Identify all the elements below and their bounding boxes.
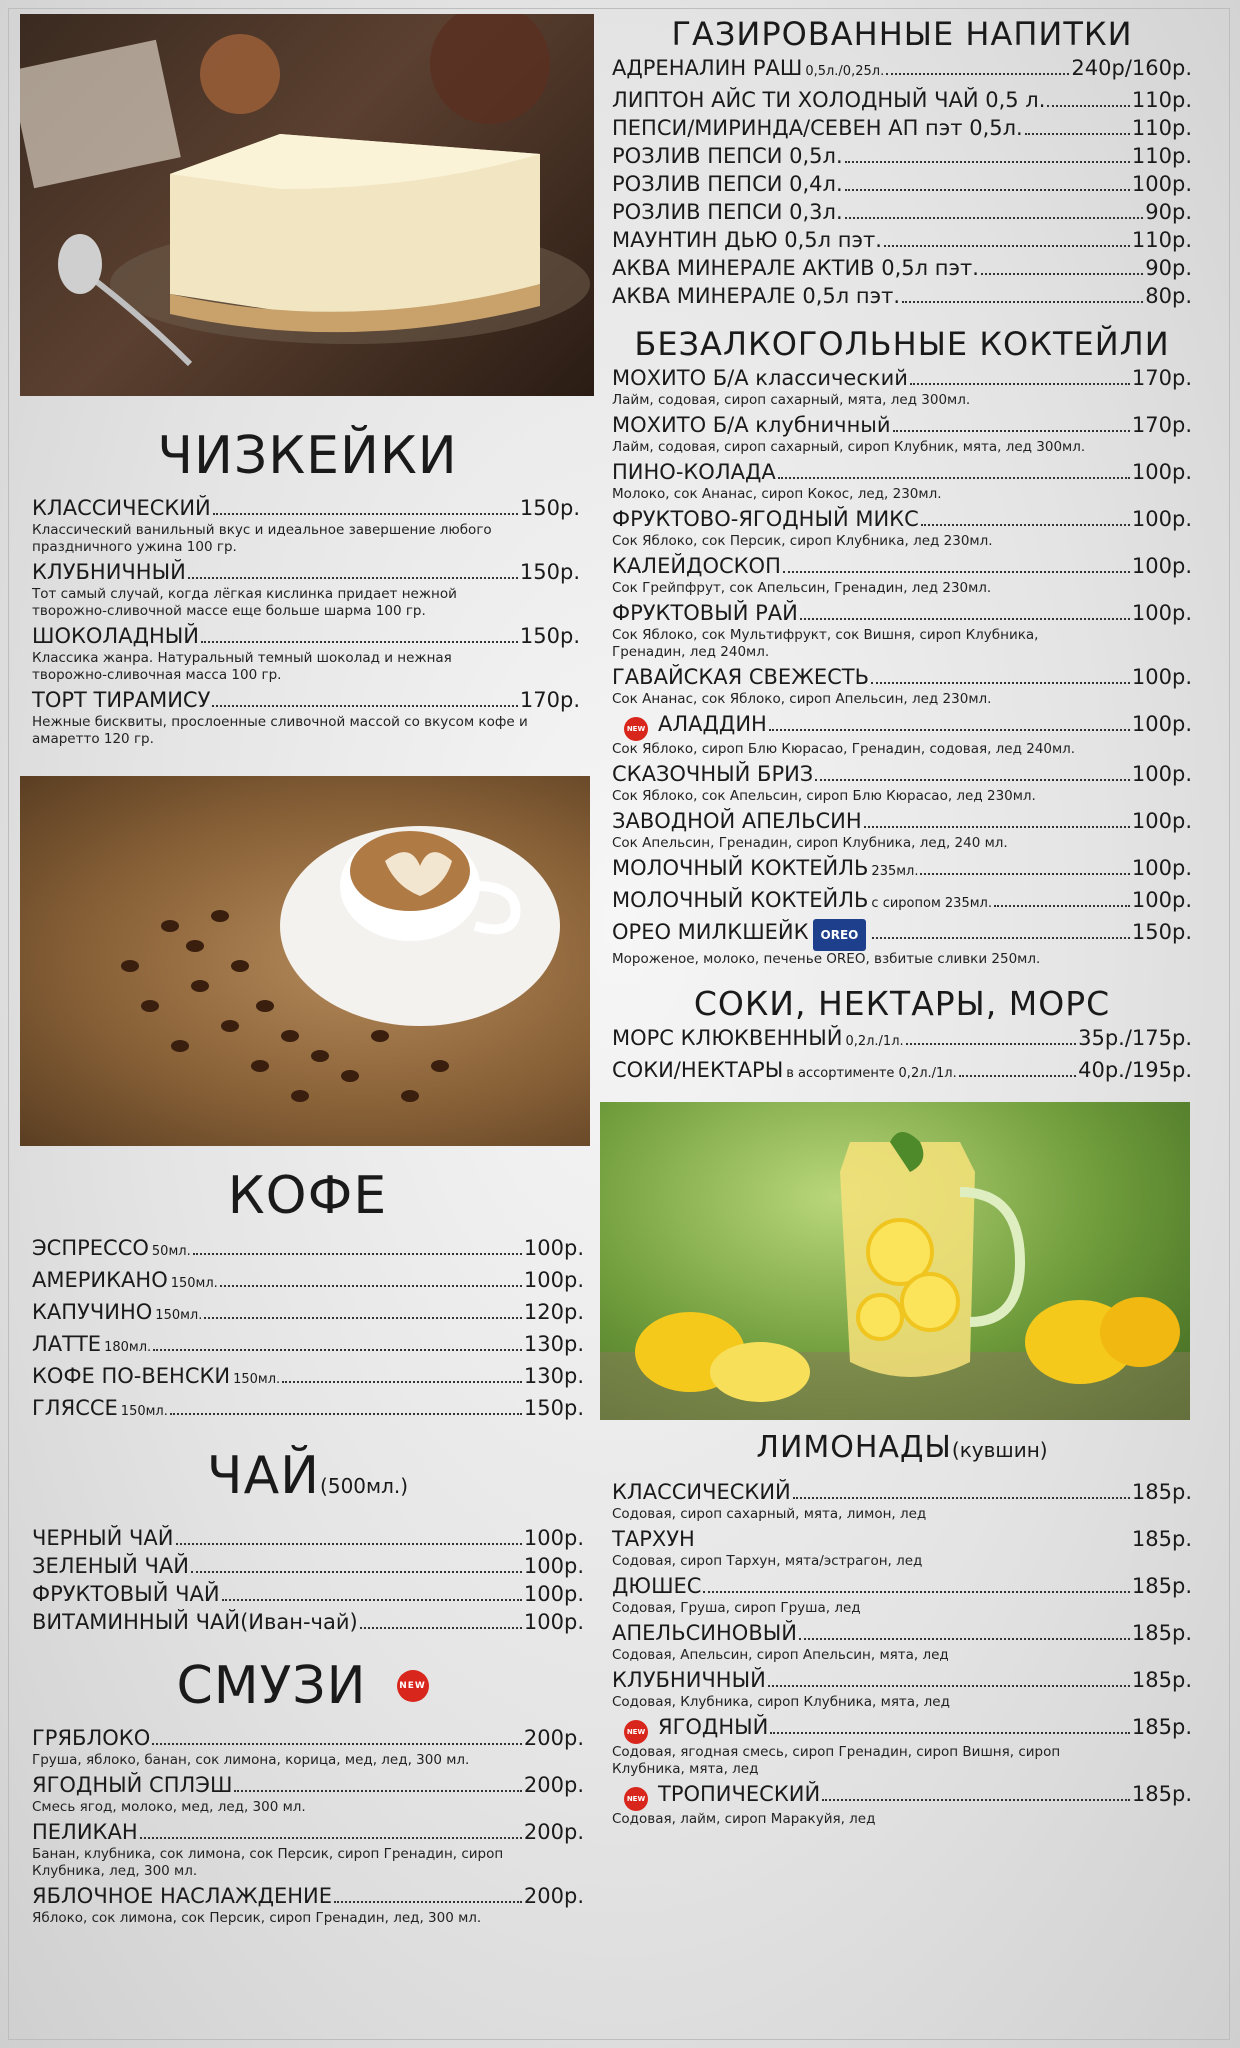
smoothies-list — [20, 1724, 584, 1927]
item-description: Сок Яблоко, сироп Блю Кюрасао, Гренадин, содовая, лед 240мл. — [612, 741, 1076, 757]
item-description: Молоко, сок Ананас, сироп Кокос, лед, 230мл. — [612, 486, 942, 502]
menu-item: ЗЕЛЕНЫЙ ЧАЙ 100р. — [32, 1554, 584, 1578]
menu-item: АМЕРИКАНО 150мл. 100р. — [32, 1268, 584, 1292]
right-column — [612, 14, 1192, 1830]
item-description: Банан, клубника, сок лимона, сок Персик, сироп Гренадин, сироп Клубника, лед, 300 мл. — [32, 1846, 504, 1879]
menu-item: NEW ТРОПИЧЕСКИЙ 185р. — [612, 1780, 1192, 1811]
item-description: Содовая, Груша, сироп Груша, лед — [612, 1600, 861, 1616]
item-description: Сок Апельсин, Гренадин, сироп Клубника, лед, 240 мл. — [612, 835, 1008, 851]
menu-item: ФРУКТОВЫЙ РАЙ 100р. — [612, 601, 1192, 625]
menu-item: АПЕЛЬСИНОВЫЙ 185р. — [612, 1621, 1192, 1645]
juices-list — [612, 1024, 1192, 1088]
item-description: Сок Ананас, сок Яблоко, сироп Апельсин, лед 230мл. — [612, 691, 992, 707]
juices-title: СОКИ, НЕКТАРЫ, МОРС — [693, 984, 1111, 1023]
lemonades-list — [612, 1478, 1192, 1828]
item-description: Содовая, сироп Тархун, мята/эстрагон, лед — [612, 1553, 923, 1569]
menu-item: ФРУКТОВЫЙ ЧАЙ 100р. — [32, 1582, 584, 1606]
item-description: Тот самый случай, когда лёгкая кислинка придает нежной творожно-сливочной массе еще больше шарма 100 гр. — [32, 586, 457, 619]
menu-item: МОХИТО Б/А классический 170р. — [612, 366, 1192, 390]
item-description: Смесь ягод, молоко, мед, лед, 300 мл. — [32, 1799, 306, 1815]
menu-item: ЯБЛОЧНОЕ НАСЛАЖДЕНИЕ 200р. — [32, 1884, 584, 1908]
lemonade-photo — [600, 1102, 1190, 1420]
menu-item: РОЗЛИВ ПЕПСИ 0,3л. 90р. — [612, 200, 1192, 224]
item-description: Яблоко, сок лимона, сок Персик, сироп Гренадин, лед, 300 мл. — [32, 1910, 482, 1926]
smoothies-title: СМУЗИ NEW — [20, 1656, 595, 1716]
new-badge: NEW — [624, 1787, 648, 1811]
menu-item: NEW ЯГОДНЫЙ 185р. — [612, 1713, 1192, 1744]
menu-item: NEW АЛАДДИН 100р. — [612, 710, 1192, 741]
mocktails-list — [612, 364, 1192, 968]
menu-item: ОРЕО МИЛКШЕЙК OREO 150р. — [612, 918, 1192, 951]
menu-item: АДРЕНАЛИН РАШ 0,5л./0,25л. 240р/160р. — [612, 56, 1192, 80]
item-description: Лайм, содовая, сироп сахарный, мята, лед 300мл. — [612, 392, 971, 408]
tea-volume: (500мл.) — [320, 1474, 409, 1498]
soda-title: ГАЗИРОВАННЫЕ НАПИТКИ — [671, 15, 1133, 53]
soda-list — [612, 54, 1192, 310]
cheesecakes-list — [20, 494, 580, 748]
menu-item: ЗАВОДНОЙ АПЕЛЬСИН 100р. — [612, 809, 1192, 833]
menu-item: ГРЯБЛОКО 200р. — [32, 1726, 584, 1750]
menu-item: КЛУБНИЧНЫЙ 150р. — [32, 560, 580, 584]
item-description: Мороженое, молоко, печенье ОREO, взбитые сливки 250мл. — [612, 951, 1041, 967]
item-description: Классика жанра. Натуральный темный шоколад и нежная творожно-сливочная масса 100 гр. — [32, 650, 452, 683]
menu-item: АКВА МИНЕРАЛЕ АКТИВ 0,5л пэт. 90р. — [612, 256, 1192, 280]
coffee-title: КОФЕ — [227, 1166, 388, 1226]
menu-item: СОКИ/НЕКТАРЫ в ассортименте 0,2л./1л. 40р./195р. — [612, 1058, 1192, 1082]
menu-item: ДЮШЕС 185р. — [612, 1574, 1192, 1598]
menu-item: АКВА МИНЕРАЛЕ 0,5л пэт. 80р. — [612, 284, 1192, 308]
item-description: Сок Яблоко, сок Апельсин, сироп Блю Кюрасао, лед 230мл. — [612, 788, 1036, 804]
item-description: Содовая, лайм, сироп Маракуйя, лед — [612, 1811, 876, 1827]
menu-item: ГАВАЙСКАЯ СВЕЖЕСТЬ 100р. — [612, 665, 1192, 689]
menu-item: МОЛОЧНЫЙ КОКТЕЙЛЬ с сиропом 235мл. 100р. — [612, 888, 1192, 912]
menu-item: ЯГОДНЫЙ СПЛЭШ 200р. — [32, 1773, 584, 1797]
item-description: Лайм, содовая, сироп сахарный, сироп Клубник, мята, лед 300мл. — [612, 439, 1086, 455]
item-description: Груша, яблоко, банан, сок лимона, корица, мед, лед, 300 мл. — [32, 1752, 470, 1768]
lemonade-volume: (кувшин) — [951, 1438, 1048, 1462]
item-description: Содовая, сироп сахарный, мята, лимон, лед — [612, 1506, 927, 1522]
new-badge: NEW — [624, 717, 648, 741]
menu-item: ГЛЯССЕ 150мл. 150р. — [32, 1396, 584, 1420]
menu-item: ШОКОЛАДНЫЙ 150р. — [32, 624, 580, 648]
coffee-list — [20, 1234, 584, 1426]
menu-item: ПИНО-КОЛАДА 100р. — [612, 460, 1192, 484]
menu-item: МОЛОЧНЫЙ КОКТЕЙЛЬ 235мл. 100р. — [612, 856, 1192, 880]
menu-item: ПЕПСИ/МИРИНДА/СЕВЕН АП пэт 0,5л. 110р. — [612, 116, 1192, 140]
menu-item: КАПУЧИНО 150мл. 120р. — [32, 1300, 584, 1324]
menu-item: КЛАССИЧЕСКИЙ 150р. — [32, 496, 580, 520]
cheesecakes-title: ЧИЗКЕЙКИ — [157, 426, 458, 486]
item-description: Содовая, Апельсин, сироп Апельсин, мята, лед — [612, 1647, 949, 1663]
lemonades-title: ЛИМОНАДЫ(кувшин) — [756, 1430, 1048, 1465]
menu-item: МАУНТИН ДЬЮ 0,5л пэт. 110р. — [612, 228, 1192, 252]
menu-item: КЛАССИЧЕСКИЙ 185р. — [612, 1480, 1192, 1504]
item-description: Сок Яблоко, сок Мультифрукт, сок Вишня, сироп Клубника, Гренадин, лед 240мл. — [612, 627, 1039, 660]
cheesecake-photo — [20, 14, 594, 396]
menu-item: ПЕЛИКАН 200р. — [32, 1820, 584, 1844]
menu-item: ЛАТТЕ 180мл. 130р. — [32, 1332, 584, 1356]
oreo-logo: OREO — [813, 919, 867, 951]
menu-item: РОЗЛИВ ПЕПСИ 0,5л. 110р. — [612, 144, 1192, 168]
tea-title: ЧАЙ(500мл.) — [206, 1446, 409, 1506]
menu-item: МОХИТО Б/А клубничный 170р. — [612, 413, 1192, 437]
menu-item: ФРУКТОВО-ЯГОДНЫЙ МИКС 100р. — [612, 507, 1192, 531]
item-description: Содовая, ягодная смесь, сироп Гренадин, сироп Вишня, сироп Клубника, мята, лед — [612, 1744, 1061, 1777]
item-description: Сок Грейпфрут, сок Апельсин, Гренадин, лед 230мл. — [612, 580, 992, 596]
menu-item: СКАЗОЧНЫЙ БРИЗ 100р. — [612, 762, 1192, 786]
menu-item: ЛИПТОН АЙС ТИ ХОЛОДНЫЙ ЧАЙ 0,5 л. 110р. — [612, 88, 1192, 112]
menu-item: КАЛЕЙДОСКОП 100р. — [612, 554, 1192, 578]
new-badge: NEW — [397, 1670, 429, 1702]
menu-item: ВИТАМИННЫЙ ЧАЙ(Иван-чай) 100р. — [32, 1610, 584, 1634]
item-description: Классический ванильный вкус и идеальное завершение любого праздничного ужина 100 гр. — [32, 522, 492, 555]
menu-item: РОЗЛИВ ПЕПСИ 0,4л. 100р. — [612, 172, 1192, 196]
coffee-photo — [20, 776, 590, 1146]
item-description: Сок Яблоко, сок Персик, сироп Клубника, лед 230мл. — [612, 533, 993, 549]
menu-item: КЛУБНИЧНЫЙ 185р. — [612, 1668, 1192, 1692]
new-badge: NEW — [624, 1720, 648, 1744]
item-description: Нежные бисквиты, прослоенные сливочной массой со вкусом кофе и амаретто 120 гр. — [32, 714, 528, 747]
menu-item: ЭСПРЕССО 50мл. 100р. — [32, 1236, 584, 1260]
mocktails-title: БЕЗАЛКОГОЛЬНЫЕ КОКТЕЙЛИ — [634, 325, 1170, 363]
menu-item: МОРС КЛЮКВЕННЫЙ 0,2л./1л. 35р./175р. — [612, 1026, 1192, 1050]
menu-item: КОФЕ ПО-ВЕНСКИ 150мл. 130р. — [32, 1364, 584, 1388]
left-column — [20, 14, 595, 1929]
tea-list — [20, 1524, 584, 1636]
item-description: Содовая, Клубника, сироп Клубника, мята, лед — [612, 1694, 950, 1710]
menu-item: ТОРТ ТИРАМИСУ 170р. — [32, 688, 580, 712]
menu-item: ЧЕРНЫЙ ЧАЙ 100р. — [32, 1526, 584, 1550]
menu-item: ТАРХУН 185р. — [612, 1527, 1192, 1551]
